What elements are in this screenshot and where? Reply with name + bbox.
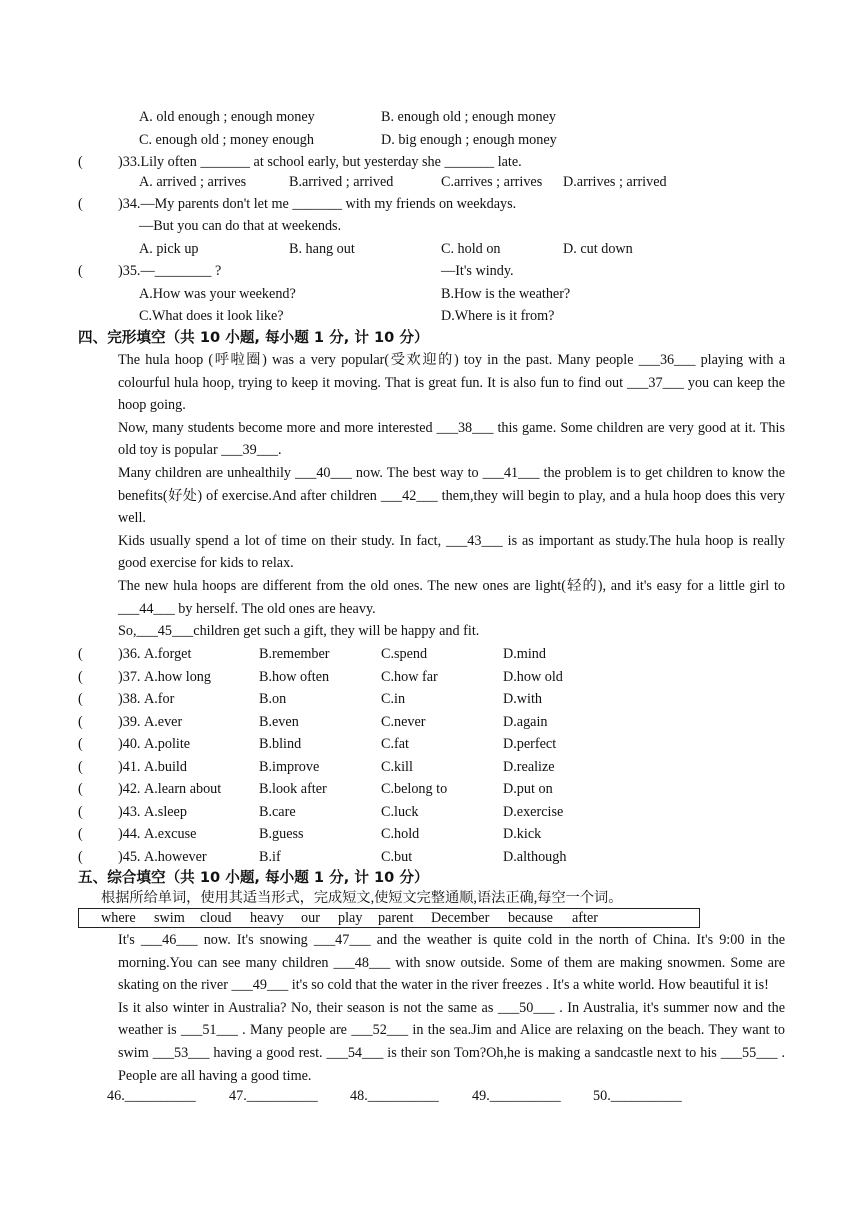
option-text: A.however	[144, 848, 207, 865]
option-text: D.Where is it from?	[441, 308, 555, 324]
option-text: A.build	[144, 758, 187, 775]
option-text: D.realize	[503, 758, 555, 775]
option-text: C.never	[381, 713, 426, 730]
option-text: D.again	[503, 713, 548, 730]
cloze-paragraph: The hula hoop (呼啦圈) was a very popular(受欢迎的) toy in the past. Many people ___36___ playing with a colourful hula hoop, trying to keep it moving. That is great fun. It is also fun to find out ___37___ you can keep the hoop going.	[118, 352, 785, 414]
option-text: A.for	[144, 691, 175, 707]
question-number: )38.	[118, 691, 141, 707]
section-5-instruction: 根据所给单词，使用其适当形式，完成短文,使短文完整通顺,语法正确,每空一个词。	[101, 890, 623, 906]
option-text: C.hold	[381, 826, 420, 842]
option-text: B.remember	[259, 646, 330, 662]
word-bank-item: play	[338, 910, 363, 926]
question-number: )42.	[118, 781, 141, 797]
option-text: A.forget	[144, 646, 192, 662]
question-number: )41.	[118, 758, 141, 775]
option-text: D.kick	[503, 826, 542, 842]
cloze-paragraph: The new hula hoops are different from the old ones. The new ones are light(轻的), and it's easy for a little girl to ___44___ by herself. The old ones are heavy.	[118, 577, 785, 617]
answer-blank[interactable]: 46.__________	[107, 1088, 196, 1104]
question-number: )43.	[118, 803, 141, 820]
option-text: C. hold on	[441, 241, 501, 257]
option-text: A.ever	[144, 713, 183, 730]
option-text: D.arrives ; arrived	[563, 174, 667, 190]
option-text: A.sleep	[144, 803, 187, 820]
option-text: D.how old	[503, 668, 563, 685]
option-text: B.arrived ; arrived	[289, 174, 394, 190]
option-text: C.What does it look like?	[139, 308, 284, 324]
option-text: C.arrives ; arrives	[441, 174, 543, 190]
word-bank	[78, 908, 700, 928]
answer-blank[interactable]: 47.__________	[229, 1088, 318, 1104]
option-text: D.with	[503, 691, 543, 707]
option-text: B.How is the weather?	[441, 286, 571, 302]
question-33-text: )33.Lily often _______ at school early, but yesterday she _______ late.	[118, 154, 522, 170]
question-number: )45.	[118, 848, 141, 865]
option-text: B. enough old ; enough money	[381, 109, 556, 125]
option-text: D. big enough ; enough money	[381, 132, 557, 148]
word-bank-item: December	[431, 910, 490, 926]
option-text: B.improve	[259, 758, 320, 775]
word-bank-item: our	[301, 910, 320, 926]
fill-paragraph: Is it also winter in Australia? No, their season is not the same as ___50___ . In Australia, it's summer now and the weather is ___51___ . Many people are ___52___ in the sea.Jim and Alice are relaxing on the beach. They want to swim ___53___ having a good rest. ___54___ is their son Tom?Oh,he is making a sandcastle next to his ___55___ . People are all having a good time.	[118, 999, 785, 1084]
option-text: B.look after	[259, 781, 327, 797]
option-text: D. cut down	[563, 241, 633, 257]
option-text: D.exercise	[503, 803, 564, 820]
question-paren: (	[78, 196, 83, 212]
option-text: C.luck	[381, 803, 419, 820]
option-text: C.in	[381, 691, 406, 707]
option-text: B.on	[259, 691, 287, 707]
word-bank-item: parent	[378, 910, 414, 926]
question-paren: (	[78, 668, 83, 685]
question-paren: (	[78, 848, 83, 865]
question-paren: (	[78, 781, 83, 797]
answer-blank[interactable]: 49.__________	[472, 1088, 561, 1104]
question-34-text: )34.—My parents don't let me _______ with my friends on weekdays.	[118, 196, 517, 212]
cloze-paragraph: Kids usually spend a lot of time on their study. In fact, ___43___ is as important as study.The hula hoop is really good exercise for kids to relax.	[118, 532, 785, 572]
word-bank-item: cloud	[200, 910, 232, 926]
word-bank-item: where	[101, 910, 136, 926]
option-text: B.blind	[259, 736, 302, 752]
question-number: )37.	[118, 668, 141, 685]
option-text: A.polite	[144, 736, 191, 752]
question-number: )36.	[118, 646, 141, 662]
question-paren: (	[78, 263, 83, 279]
option-text: B.guess	[259, 826, 304, 842]
question-paren: (	[78, 758, 83, 775]
question-paren: (	[78, 154, 83, 170]
word-bank-item: swim	[154, 910, 185, 926]
answer-blank[interactable]: 48.__________	[350, 1088, 439, 1104]
option-text: C.how far	[381, 668, 438, 685]
option-text: C.kill	[381, 758, 413, 775]
question-35-reply: —It's windy.	[441, 263, 514, 279]
question-paren: (	[78, 646, 83, 662]
word-bank-item: because	[508, 910, 553, 926]
option-text: A.how long	[144, 668, 211, 685]
question-35-text: )35.—________ ?	[118, 263, 222, 279]
option-text: B. hang out	[289, 241, 355, 257]
option-text: A. arrived ; arrives	[139, 174, 247, 190]
option-text: A.learn about	[144, 781, 222, 797]
question-number: )40.	[118, 736, 141, 752]
answer-blank[interactable]: 50.__________	[593, 1088, 682, 1104]
option-text: C.fat	[381, 736, 409, 752]
word-bank-item: heavy	[250, 910, 284, 926]
option-text: A.excuse	[144, 826, 197, 842]
option-text: C.belong to	[381, 781, 448, 797]
question-34-text2: —But you can do that at weekends.	[139, 218, 342, 234]
option-text: A. pick up	[139, 241, 199, 257]
section-4-title: 四、完形填空（共 10 小题, 每小题 1 分, 计 10 分）	[78, 329, 429, 346]
question-paren: (	[78, 826, 83, 842]
option-text: B.care	[259, 803, 296, 820]
fill-passage	[78, 929, 785, 1087]
option-text: B.how often	[259, 668, 330, 685]
word-bank-item: after	[572, 910, 598, 926]
question-paren: (	[78, 803, 83, 820]
cloze-paragraph: Now, many students become more and more interested ___38___ this game. Some children are very good at it. This old toy is popular ___39___.	[118, 419, 785, 459]
option-text: D.although	[503, 848, 567, 865]
option-text: B.even	[259, 713, 299, 730]
option-text: D.put on	[503, 781, 553, 797]
option-text: A. old enough ; enough money	[139, 109, 315, 125]
cloze-passage	[78, 349, 785, 643]
option-text: C. enough old ; money enough	[139, 132, 314, 148]
question-paren: (	[78, 691, 83, 707]
option-text: D.mind	[503, 646, 546, 662]
question-number: )44.	[118, 826, 141, 842]
cloze-paragraph: So,___45___children get such a gift, they will be happy and fit.	[118, 623, 480, 640]
option-text: C.spend	[381, 646, 428, 662]
question-paren: (	[78, 736, 83, 752]
question-number: )39.	[118, 713, 141, 730]
section-5-title: 五、综合填空（共 10 小题, 每小题 1 分, 计 10 分）	[78, 869, 429, 886]
option-text: A.How was your weekend?	[139, 286, 296, 302]
cloze-paragraph: Many children are unhealthily ___40___ now. The best way to ___41___ the problem is to get children to know the benefits(好处) of exercise.And after children ___42___ them,they will begin to play, and a hula hoop does this very well.	[118, 464, 785, 527]
question-paren: (	[78, 713, 83, 730]
option-text: B.if	[259, 848, 281, 865]
fill-paragraph: It's ___46___ now. It's snowing ___47___ and the weather is quite cold in the north of China. It's 9:00 in the morning.You can see many children ___48___ with snow outside. Some of them are making snowmen. Some are skating on the river ___49___ it's so cold that the water in the river freezes . It's a white world. How beautiful it is!	[118, 932, 785, 994]
option-text: D.perfect	[503, 736, 557, 752]
option-text: C.but	[381, 848, 413, 865]
